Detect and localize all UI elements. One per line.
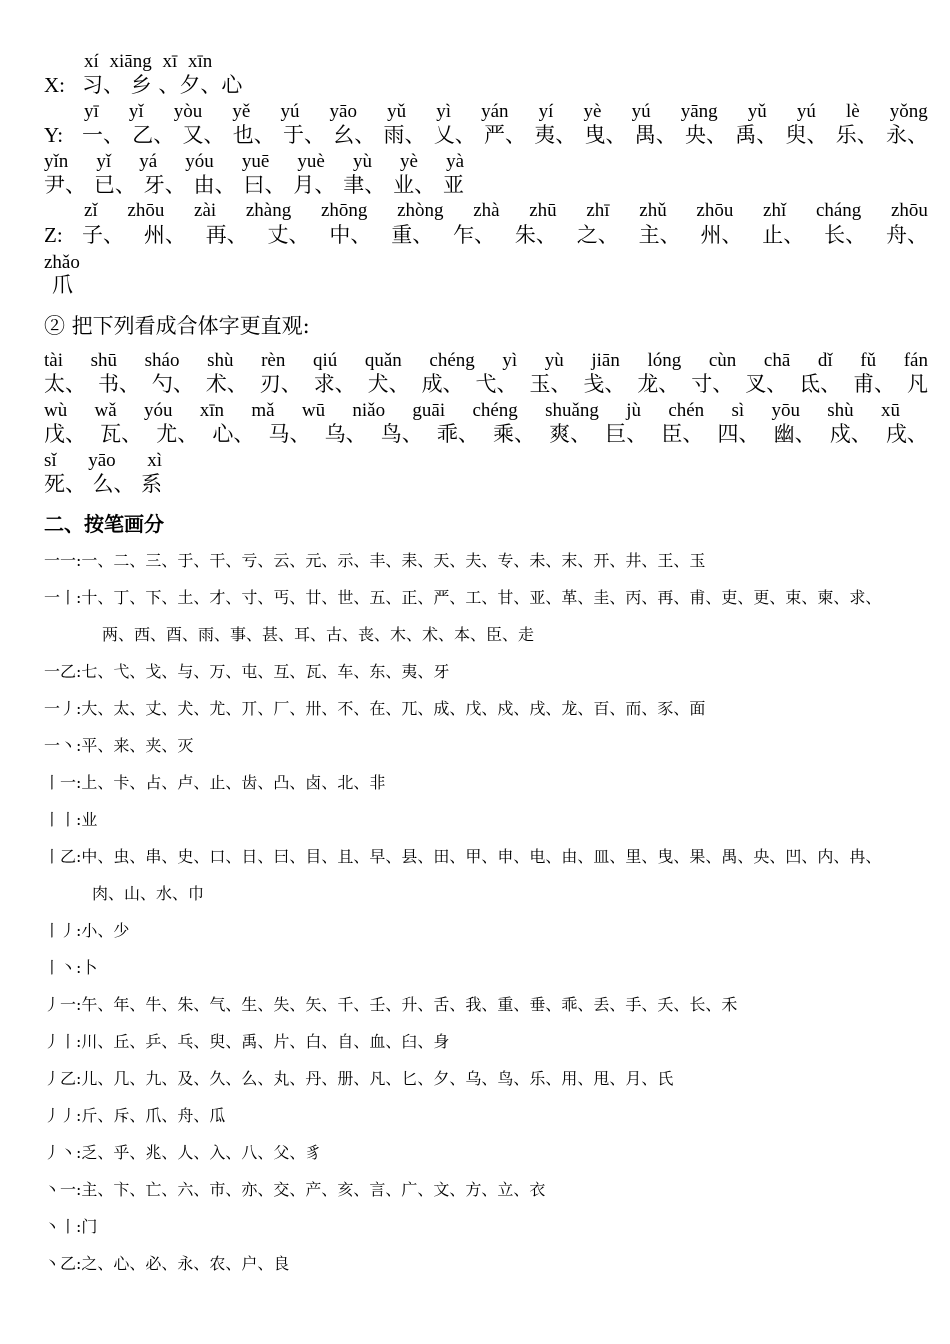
hanzi-char: 一、 [82, 123, 124, 147]
pinyin-syllable: jù [626, 400, 642, 421]
pinyin-syllable: shuǎng [545, 400, 599, 421]
stroke-row [44, 1106, 928, 1126]
x-pinyin: xí xiāng xī xīn [84, 51, 213, 72]
x-pinyin-line [44, 51, 928, 73]
pinyin-syllable: chén [668, 400, 705, 421]
pinyin-syllable: yǐn [44, 151, 69, 172]
hanzi-char: 太、 [44, 372, 86, 396]
stroke-chars: 平、来、夹、灭 [81, 736, 194, 755]
hanzi-char: 戊、 [44, 422, 86, 446]
pinyin-syllable: dǐ [817, 350, 833, 371]
hanzi-char: 心、 [212, 422, 255, 446]
hanzi-char: 之、 [576, 223, 619, 247]
stroke-key: 一乙: [44, 662, 82, 681]
stroke-key: 一丶: [44, 736, 82, 755]
hanzi-char: 臣、 [661, 422, 704, 446]
stroke-chars: 十、丁、下、土、才、寸、丐、廿、世、五、正、严、工、甘、亚、革、圭、丙、再、甫、吏、更、束、柬、求、 [81, 588, 882, 607]
hanzi-char: 尹、 [44, 173, 86, 197]
stroke-chars: 肉、山、水、巾 [92, 884, 205, 903]
hanzi-char: 尤、 [156, 422, 199, 446]
pinyin-syllable: yǔ [747, 101, 767, 122]
hanzi-char: 已、 [93, 173, 136, 197]
pinyin-syllable: jiān [591, 350, 620, 371]
pinyin-syllable: yī [84, 101, 99, 122]
hanzi-char: 止、 [762, 223, 805, 247]
pinyin-syllable: qiú [312, 350, 338, 371]
pinyin-syllable: lóng [647, 350, 682, 371]
pinyin-syllable: chā [763, 350, 791, 371]
pinyin-syllable: zhàng [245, 200, 292, 221]
hanzi-char: 乐、 [835, 123, 878, 147]
stroke-key: 一丨: [44, 588, 82, 607]
pinyin-syllable: zhōu [891, 200, 928, 221]
pinyin-syllable: shù [207, 350, 234, 371]
hanzi-char: 戋、 [583, 372, 626, 396]
pinyin-syllable: zhī [586, 200, 610, 221]
para2-char-line-3 [44, 471, 162, 497]
hanzi-char: 成、 [421, 372, 464, 396]
pinyin-syllable: sǐ [44, 450, 57, 471]
stroke-row [44, 1032, 928, 1052]
y-label: Y: [44, 123, 64, 147]
pinyin-syllable: fǔ [860, 350, 877, 371]
pinyin-syllable: yōu [771, 400, 800, 421]
pinyin-syllable: zài [194, 200, 217, 221]
hanzi-char: 马、 [268, 422, 311, 446]
pinyin-syllable: yuè [297, 151, 325, 172]
stroke-chars: 小、少 [81, 921, 130, 940]
pinyin-syllable: yù [544, 350, 564, 371]
stroke-row [44, 1180, 928, 1200]
stroke-chars: 门 [81, 1217, 98, 1236]
pinyin-syllable: yí [538, 101, 554, 122]
hanzi-char: 乌、 [324, 422, 367, 446]
stroke-row [44, 736, 928, 756]
hanzi-char: 中、 [329, 223, 372, 247]
pinyin-syllable: zhòng [397, 200, 444, 221]
z-label: Z: [44, 223, 63, 247]
pinyin-syllable: xū [880, 400, 900, 421]
pinyin-syllable: zhū [529, 200, 557, 221]
stroke-chars: 业 [81, 810, 98, 829]
stroke-key: 丨丨: [44, 810, 82, 829]
hanzi-char: 主、 [638, 223, 681, 247]
hanzi-char: 央、 [685, 123, 727, 147]
pinyin-syllable: sì [731, 400, 745, 421]
stroke-key: 丶丨: [44, 1217, 82, 1236]
stroke-chars: 大、太、丈、犬、尤、丌、厂、卅、不、在、兀、成、戊、戍、戌、龙、百、而、豕、面 [81, 699, 706, 718]
stroke-chars: 儿、几、九、及、久、么、丸、丹、册、凡、匕、夕、乌、鸟、乐、用、甩、月、氏 [81, 1069, 674, 1088]
pinyin-syllable: sháo [144, 350, 180, 371]
stroke-key: 丶一: [44, 1180, 82, 1199]
hanzi-char: 业、 [393, 173, 436, 197]
hanzi-char: 曳、 [584, 123, 627, 147]
x-chars: 习、 乡 、夕、心 [82, 73, 243, 97]
hanzi-char: 又、 [182, 123, 225, 147]
pinyin-syllable: yì [502, 350, 518, 371]
stroke-chars: 上、卡、占、卢、止、齿、凸、卤、北、非 [81, 773, 386, 792]
stroke-row [44, 810, 928, 830]
hanzi-char: 曰、 [243, 173, 286, 197]
stroke-chars: 中、虫、串、史、口、日、曰、目、且、早、县、田、甲、申、电、由、皿、里、曳、果、禺、央、凹、内、冉、 [81, 847, 882, 866]
pinyin-syllable: yǔ [387, 101, 407, 122]
hanzi-char: 寸、 [691, 372, 734, 396]
hanzi-char: 甫、 [853, 372, 896, 396]
hanzi-char: 巨、 [605, 422, 648, 446]
stroke-key: 一丿: [44, 699, 82, 718]
pinyin-syllable: yú [280, 101, 300, 122]
stroke-key: 丿乙: [44, 1069, 82, 1088]
pinyin-syllable: wù [44, 400, 68, 421]
pinyin-syllable: zhōu [696, 200, 734, 221]
y-pinyin-line-2 [44, 151, 464, 173]
pinyin-syllable: wǎ [94, 400, 117, 421]
stroke-chars: 斤、斥、爪、舟、瓜 [81, 1106, 226, 1125]
stroke-row [44, 995, 928, 1015]
stroke-row [44, 1254, 928, 1274]
pinyin-syllable: yě [232, 101, 251, 122]
hanzi-char: 龙、 [637, 372, 680, 396]
stroke-chars: 午、年、牛、朱、气、生、失、矢、千、壬、升、舌、我、重、垂、乖、丢、手、夭、长、禾 [81, 995, 738, 1014]
pinyin-syllable: xì [147, 450, 162, 471]
pinyin-syllable: rèn [261, 350, 286, 371]
stroke-row [44, 662, 928, 682]
pinyin-syllable: tài [44, 350, 63, 371]
stroke-key: 丶乙: [44, 1254, 82, 1273]
stroke-chars: 两、西、酉、雨、事、甚、耳、古、丧、木、术、本、臣、走 [102, 625, 535, 644]
pinyin-syllable: mǎ [251, 400, 275, 421]
hanzi-char: 乙、 [132, 123, 175, 147]
pinyin-syllable: zhà [473, 200, 500, 221]
hanzi-char: 雨、 [383, 123, 426, 147]
para2-pinyin-line-1 [44, 350, 928, 372]
stroke-chars: 卜 [81, 958, 98, 977]
stroke-row [44, 1143, 928, 1163]
hanzi-char: 永、 [886, 123, 928, 147]
pinyin-syllable: yǒng [889, 101, 928, 122]
y-char-line-1 [44, 122, 928, 148]
z-pinyin-line-1 [44, 200, 928, 222]
pinyin-syllable: fán [903, 350, 928, 371]
hanzi-char: 州、 [700, 223, 743, 247]
x-label: X: [44, 73, 65, 97]
section2-title: 二、按笔画分 [44, 512, 164, 536]
stroke-key: 丿丨: [44, 1032, 82, 1051]
hanzi-char: 弋、 [475, 372, 518, 396]
pinyin-syllable: chéng [472, 400, 518, 421]
stroke-row [44, 699, 928, 719]
hanzi-char: 重、 [391, 223, 434, 247]
pinyin-syllable: quǎn [364, 350, 402, 371]
para2-char-line-2 [44, 421, 928, 447]
pinyin-syllable: yǐ [96, 151, 112, 172]
pinyin-syllable: yù [352, 151, 372, 172]
para2-title: ② 把下列看成合体字更直观: [44, 314, 310, 338]
pinyin-syllable: yǐ [128, 101, 144, 122]
hanzi-char: 牙、 [143, 173, 186, 197]
pinyin-syllable: zhǐ [763, 200, 787, 221]
stroke-key: 丿丿: [44, 1106, 82, 1125]
pinyin-syllable: yà [446, 151, 464, 172]
stroke-row [44, 921, 928, 941]
stroke-row [44, 773, 928, 793]
hanzi-char: 禹、 [735, 123, 778, 147]
hanzi-char: 爽、 [549, 422, 592, 446]
hanzi-char: 瓦、 [100, 422, 143, 446]
pinyin-syllable: yóu [143, 400, 173, 421]
stroke-chars: 七、弋、戈、与、万、屯、互、瓦、车、东、夷、牙 [81, 662, 450, 681]
stroke-row [44, 1069, 928, 1089]
z-pinyin-line-2 [44, 252, 144, 274]
hanzi-char: 么、 [92, 472, 135, 496]
stroke-key: 一一: [44, 551, 82, 570]
pinyin-syllable: shù [827, 400, 854, 421]
pinyin-syllable: shū [90, 350, 118, 371]
pinyin-syllable: zhōng [320, 200, 368, 221]
pinyin-syllable: yì [436, 101, 451, 122]
hanzi-char: 丈、 [267, 223, 310, 247]
y-pinyin-line-1 [44, 101, 928, 123]
pinyin-syllable: yuē [241, 151, 270, 172]
pinyin-syllable: yóu [185, 151, 214, 172]
stroke-row [44, 551, 928, 571]
hanzi-char: 书、 [97, 372, 140, 396]
hanzi-char: 乖、 [436, 422, 479, 446]
hanzi-char: 舟、 [885, 223, 928, 247]
pinyin-syllable: yú [631, 101, 651, 122]
pinyin-syllable: cháng [815, 200, 862, 221]
stroke-key: 丨丿: [44, 921, 82, 940]
pinyin-syllable: yú [796, 101, 816, 122]
para2-pinyin-line-3 [44, 450, 162, 472]
stroke-row [44, 1217, 928, 1237]
stroke-row-continuation [44, 625, 928, 645]
pinyin-syllable: yāo [329, 101, 357, 122]
pinyin-syllable: yè [583, 101, 602, 122]
stroke-row [44, 958, 928, 978]
stroke-key: 丨一: [44, 773, 82, 792]
pinyin-syllable: niǎo [352, 400, 386, 421]
hanzi-char: 戌、 [885, 422, 928, 446]
hanzi-char: 夷、 [534, 123, 577, 147]
y-char-line-2 [44, 172, 464, 198]
stroke-key: 丨丶: [44, 958, 82, 977]
hanzi-char: 子、 [82, 223, 124, 247]
stroke-key: 丨乙: [44, 847, 82, 866]
hanzi-char: 术、 [205, 372, 248, 396]
pinyin-syllable: zǐ [84, 200, 98, 221]
stroke-row [44, 847, 928, 867]
stroke-chars: 川、丘、乒、乓、臾、禹、片、白、自、血、臼、身 [81, 1032, 450, 1051]
hanzi-char: 幽、 [773, 422, 816, 446]
hanzi-char: 州、 [143, 223, 186, 247]
hanzi-char: 系 [141, 472, 162, 496]
pinyin-syllable: yāo [88, 450, 116, 471]
stroke-chars: 主、卞、亡、六、市、亦、交、产、亥、言、广、文、方、立、衣 [81, 1180, 546, 1199]
stroke-row-continuation [44, 884, 928, 904]
hanzi-char: 禺、 [634, 123, 677, 147]
pinyin-syllable: yè [400, 151, 418, 172]
hanzi-char: 幺、 [333, 123, 376, 147]
stroke-chars: 一、二、三、于、干、亏、云、元、示、丰、耒、天、夫、专、未、末、开、井、王、玉 [81, 551, 706, 570]
hanzi-char: 刃、 [259, 372, 302, 396]
stroke-chars: 之、心、必、永、农、户、良 [81, 1254, 290, 1273]
pinyin-syllable: chéng [429, 350, 475, 371]
pinyin-syllable: xīn [199, 400, 225, 421]
pinyin-syllable: yán [481, 101, 509, 122]
hanzi-char: 长、 [824, 223, 867, 247]
hanzi-char: 四、 [717, 422, 760, 446]
hanzi-char: 再、 [205, 223, 248, 247]
stroke-chars: 乏、乎、兆、人、入、八、父、豸 [81, 1143, 322, 1162]
z-char-line-2 [44, 272, 144, 298]
hanzi-char: 凡 [907, 372, 928, 396]
hanzi-char: 臾、 [785, 123, 828, 147]
hanzi-char: 叉、 [745, 372, 788, 396]
hanzi-char: 乂、 [433, 123, 476, 147]
stroke-key: 丿丶: [44, 1143, 82, 1162]
hanzi-char: 朱、 [514, 223, 557, 247]
hanzi-char: 戍、 [829, 422, 872, 446]
hanzi-char: 犬、 [367, 372, 410, 396]
hanzi-char: 亚 [443, 173, 464, 197]
hanzi-char: 氐、 [799, 372, 842, 396]
x-char-line [44, 72, 928, 98]
pinyin-syllable: zhōu [127, 200, 165, 221]
pinyin-syllable: wū [301, 400, 326, 421]
stroke-row [44, 588, 928, 608]
hanzi-char: 严、 [484, 123, 526, 147]
hanzi-char: 死、 [44, 472, 86, 496]
pinyin-syllable: yá [139, 151, 158, 172]
pinyin-syllable: yòu [173, 101, 203, 122]
hanzi-char: 聿、 [343, 173, 386, 197]
hanzi-char: 勺、 [151, 372, 194, 396]
hanzi-char: 求、 [313, 372, 356, 396]
z-char-line-1 [44, 222, 928, 248]
stroke-key: 丿一: [44, 995, 82, 1014]
pinyin-syllable: guāi [412, 400, 446, 421]
hanzi-char: 月、 [293, 173, 336, 197]
pinyin-syllable: lè [845, 101, 860, 122]
hanzi-char: 鸟、 [380, 422, 423, 446]
hanzi-char: 于、 [283, 123, 325, 147]
pinyin-syllable: cùn [708, 350, 737, 371]
hanzi-char: 乍、 [453, 223, 496, 247]
z-chars-2: 爪 [52, 273, 73, 297]
hanzi-char: 乘、 [493, 422, 535, 446]
para2-pinyin-line-2 [44, 400, 900, 422]
hanzi-char: 也、 [232, 123, 275, 147]
hanzi-char: 玉、 [529, 372, 572, 396]
hanzi-char: 由、 [193, 173, 236, 197]
para2-char-line-1 [44, 371, 928, 397]
pinyin-syllable: yāng [680, 101, 718, 122]
z-pinyin-2: zhǎo [44, 252, 80, 273]
pinyin-syllable: zhǔ [639, 200, 667, 221]
